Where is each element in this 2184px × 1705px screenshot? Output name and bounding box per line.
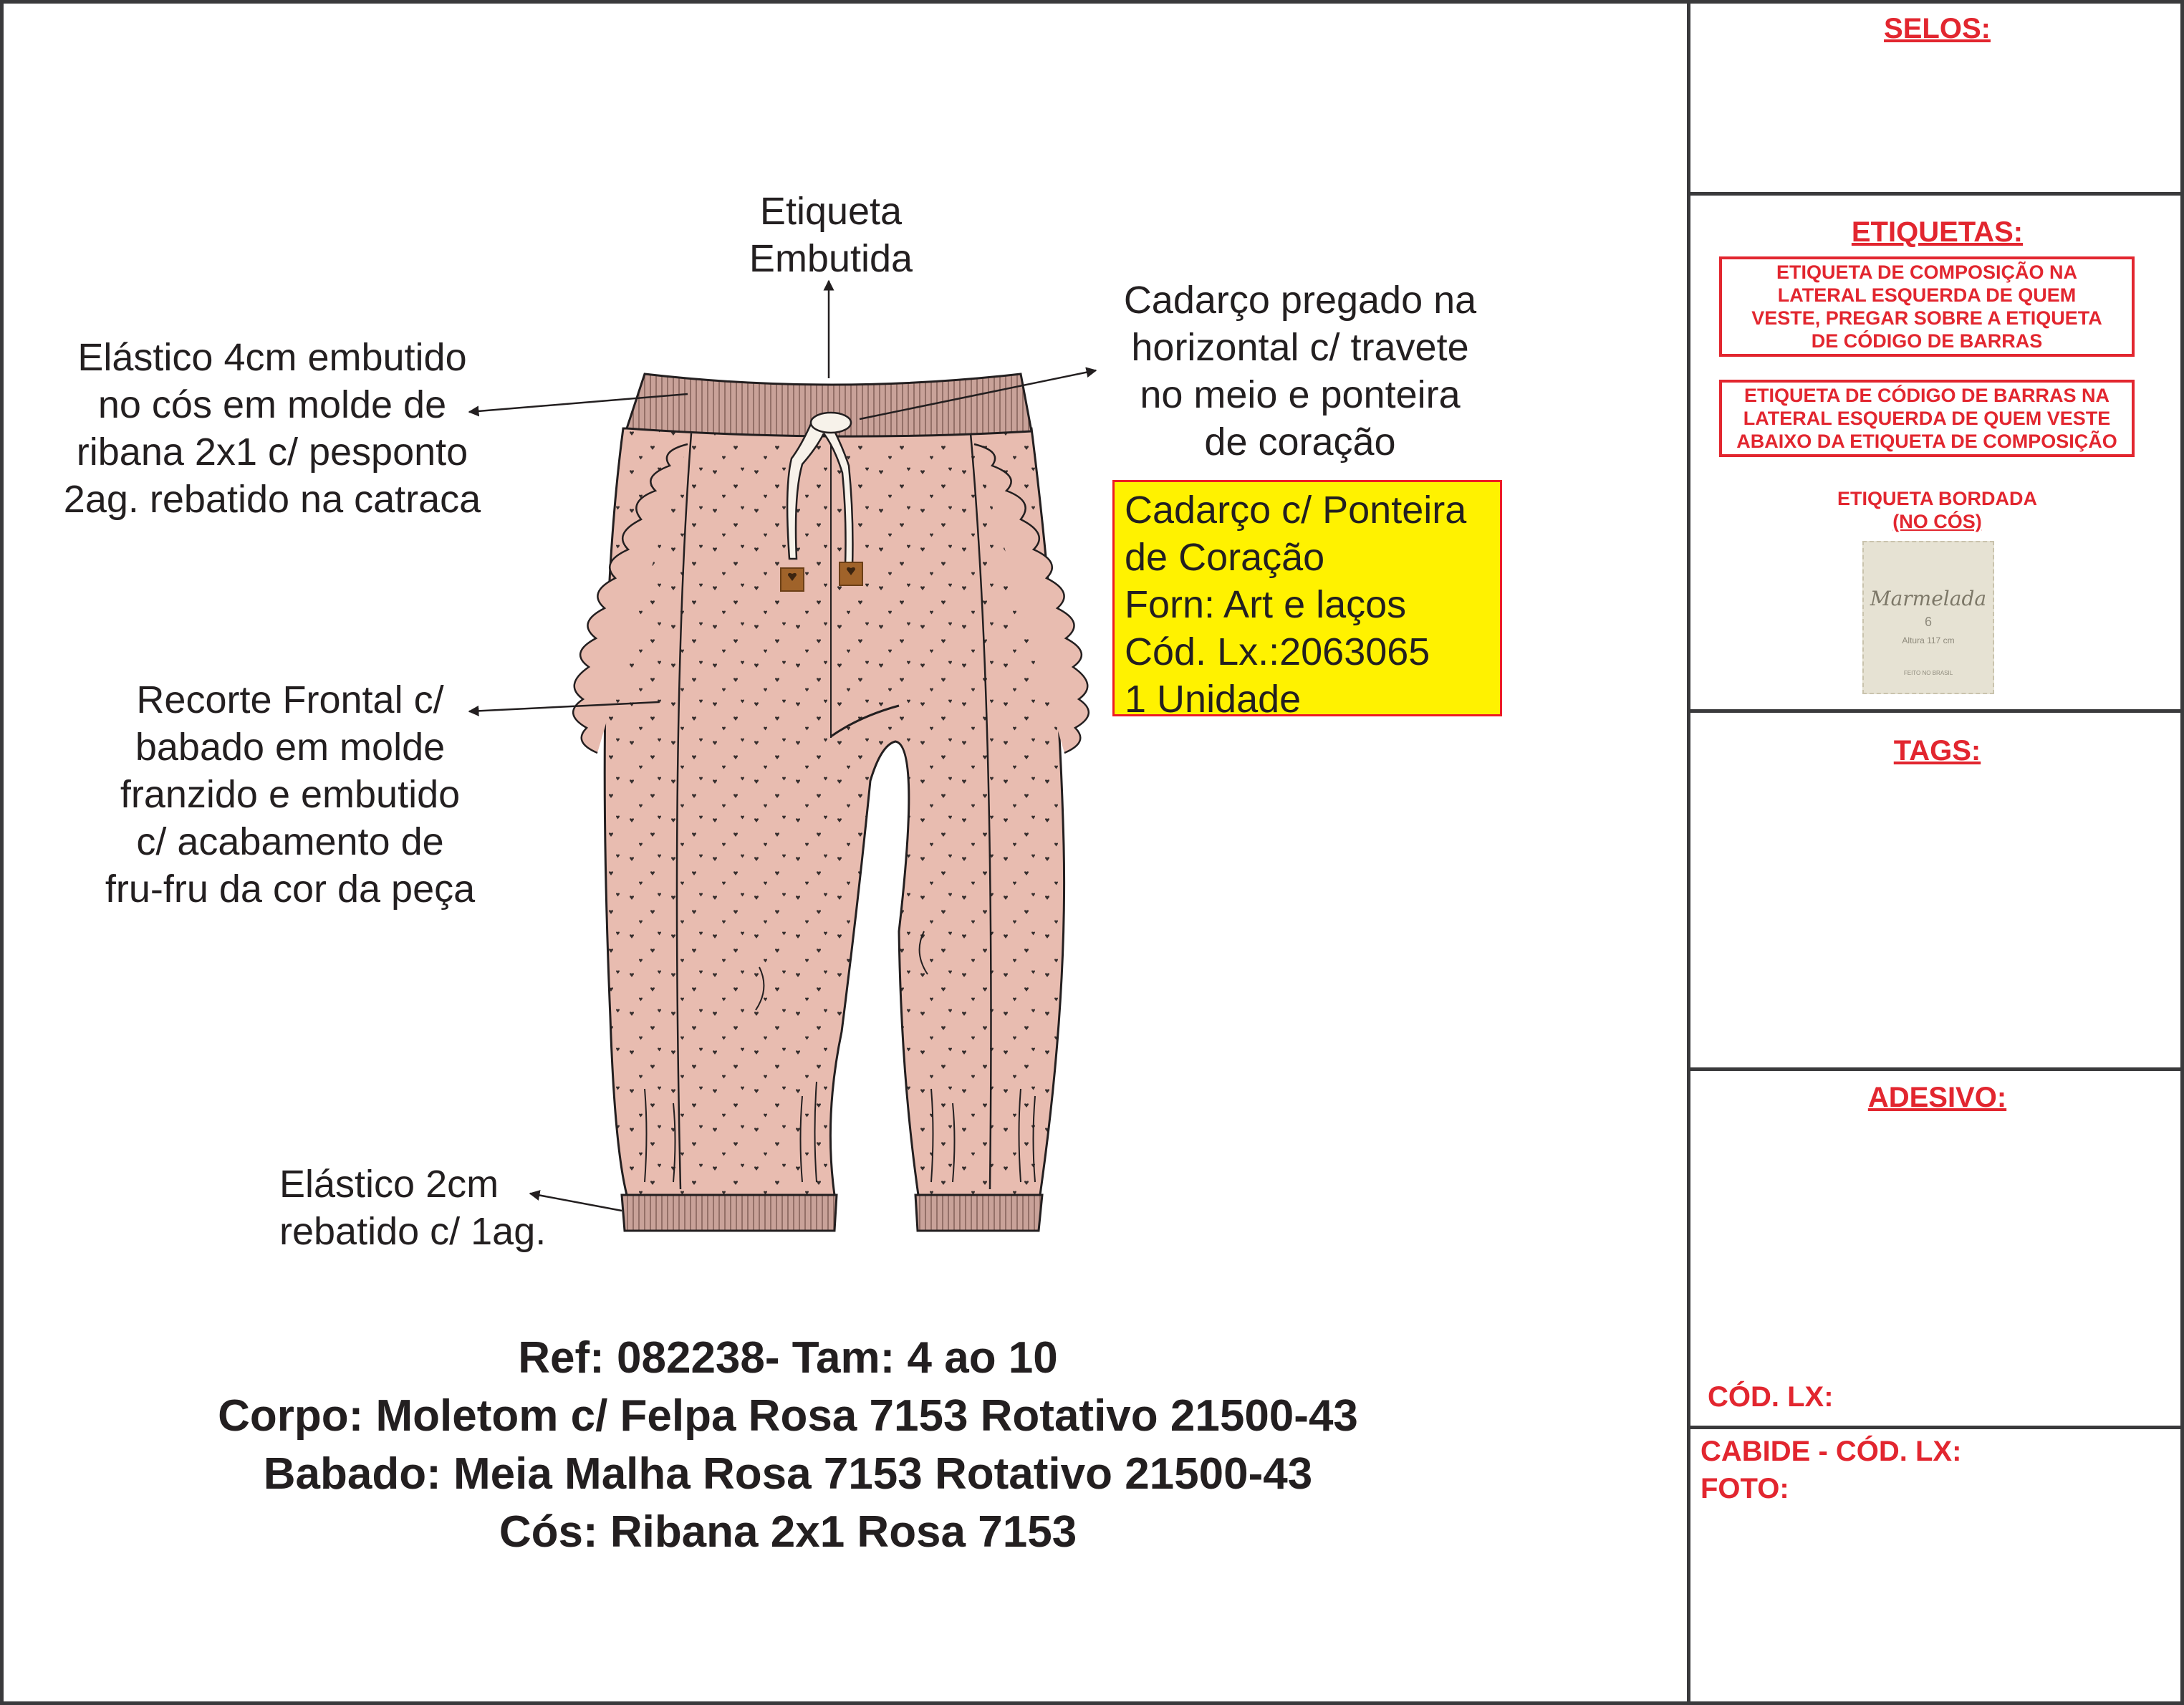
waistband-elastic-annotation: Elástico 4cm embutido no cós em molde de ribana 2x1 c/ pesponto 2ag. rebatido na catraca — [63, 336, 481, 521]
label-embedded-annotation: Etiqueta Embutida — [749, 190, 913, 280]
section-divider-adesivo — [1689, 1426, 2184, 1429]
foto-label: FOTO: — [1700, 1473, 1789, 1504]
embroidered-label-image — [1862, 541, 1994, 694]
tag-brand: Marmelada — [1870, 587, 1987, 610]
section-divider-tags — [1689, 1067, 2184, 1071]
composition-label-box: ETIQUETA DE COMPOSIÇÃO NA LATERAL ESQUERDA DE QUEM VESTE, PREGAR SOBRE A ETIQUETA DE CÓDIGO DE BARRAS — [1719, 256, 2135, 357]
panel-divider — [1687, 0, 1690, 1705]
adesivo-heading: ADESIVO: — [1867, 1082, 2007, 1113]
cuff-elastic-annotation: Elástico 2cm rebatido c/ 1ag. — [279, 1163, 547, 1253]
cod-lx-label: CÓD. LX: — [1708, 1381, 1834, 1413]
tag-origin: FEITO NO BRASIL — [1903, 670, 1953, 676]
etiquetas-heading: ETIQUETAS: — [1851, 216, 2024, 248]
front-panel-ruffle-annotation: Recorte Frontal c/ babado em molde franzido e embutido c/ acabamento de fru-fru da cor da peça — [105, 678, 476, 911]
spec-reference: Ref: 082238- Tam: 4 ao 10 — [518, 1333, 1058, 1383]
drawstring-trim-box: Cadarço c/ Ponteira de Coração Forn: Art e laços Cód. Lx.:2063065 1 Unidade — [1112, 480, 1502, 716]
tag-height: Altura 117 cm — [1902, 635, 1955, 645]
barcode-label-box: ETIQUETA DE CÓDIGO DE BARRAS NA LATERAL ESQUERDA DE QUEM VESTE ABAIXO DA ETIQUETA DE COMPOSIÇÃO — [1719, 380, 2135, 457]
spec-body-fabric: Corpo: Moletom c/ Felpa Rosa 7153 Rotativo 21500-43 — [218, 1391, 1358, 1441]
section-divider-selos — [1689, 192, 2184, 196]
tags-heading: TAGS: — [1893, 735, 1981, 767]
drawstring-annotation: Cadarço pregado na horizontal c/ travete no meio e ponteira de coração — [1123, 279, 1477, 464]
cabide-cod-lx-label: CABIDE - CÓD. LX: — [1700, 1436, 1962, 1467]
section-divider-etiquetas — [1689, 709, 2184, 713]
tag-size: 6 — [1924, 615, 1932, 629]
right-cuff — [915, 1195, 1042, 1231]
spec-waistband-fabric: Cós: Ribana 2x1 Rosa 7153 — [499, 1507, 1077, 1557]
product-specs — [143, 1329, 1433, 1561]
spec-ruffle-fabric: Babado: Meia Malha Rosa 7153 Rotativo 21500-43 — [263, 1449, 1313, 1499]
embroidered-label-caption: ETIQUETA BORDADA (NO CÓS) — [1837, 488, 2037, 532]
selos-heading: SELOS: — [1884, 13, 1991, 44]
left-cuff — [622, 1195, 837, 1231]
